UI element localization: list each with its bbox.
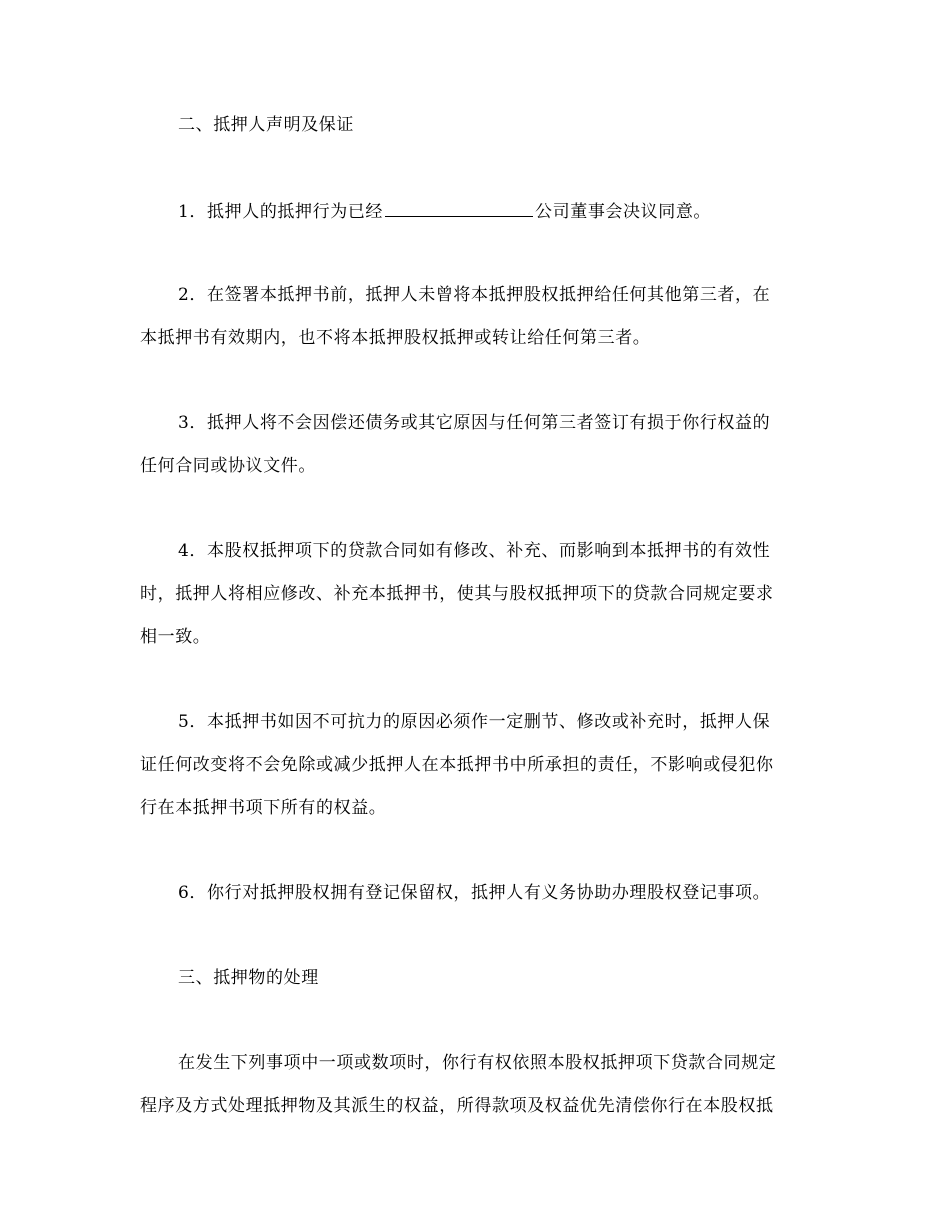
clause-2-line-2: 本抵押书有效期内，也不将本抵押股权抵押或转让给任何第三者。 <box>140 328 651 348</box>
clause-3-line-1: 3．抵押人将不会因偿还债务或其它原因与任何第三者签订有损于你行权益的 <box>178 413 771 433</box>
clause-4-line-3: 相一致。 <box>140 627 211 647</box>
company-name-blank <box>385 200 533 217</box>
clause-1-text-after: 公司董事会决议同意。 <box>535 202 712 222</box>
clause-6-line-1: 6．你行对抵押股权拥有登记保留权，抵押人有义务协助办理股权登记事项。 <box>178 883 771 903</box>
clause-3-line-2: 任何合同或协议文件。 <box>140 456 316 476</box>
disposal-paragraph-line-2: 程序及方式处理抵押物及其派生的权益，所得款项及权益优先清偿你行在本股权抵 <box>140 1096 774 1116</box>
clause-5-line-3: 行在本抵押书项下所有的权益。 <box>140 798 387 818</box>
section-heading-disposal: 三、抵押物的处理 <box>178 968 319 988</box>
clause-1 <box>178 200 858 222</box>
clause-1-text-before: 1．抵押人的抵押行为已经 <box>178 202 384 222</box>
clause-5-line-2: 证任何改变将不会免除或减少抵押人在本抵押书中所承担的责任，不影响或侵犯你 <box>140 755 774 775</box>
clause-2-line-1: 2．在签署本抵押书前，抵押人未曾将本抵押股权抵押给任何其他第三者，在 <box>178 285 771 305</box>
clause-5-line-1: 5．本抵押书如因不可抗力的原因必须作一定删节、修改或补充时，抵押人保 <box>178 712 771 732</box>
clause-4-line-1: 4．本股权抵押项下的贷款合同如有修改、补充、而影响到本抵押书的有效性 <box>178 541 771 561</box>
disposal-paragraph-line-1: 在发生下列事项中一项或数项时，你行有权依照本股权抵押项下贷款合同规定 <box>178 1053 777 1073</box>
clause-4-line-2: 时，抵押人将相应修改、补充本抵押书，使其与股权抵押项下的贷款合同规定要求 <box>140 584 774 604</box>
section-heading-declarations: 二、抵押人声明及保证 <box>178 115 354 135</box>
